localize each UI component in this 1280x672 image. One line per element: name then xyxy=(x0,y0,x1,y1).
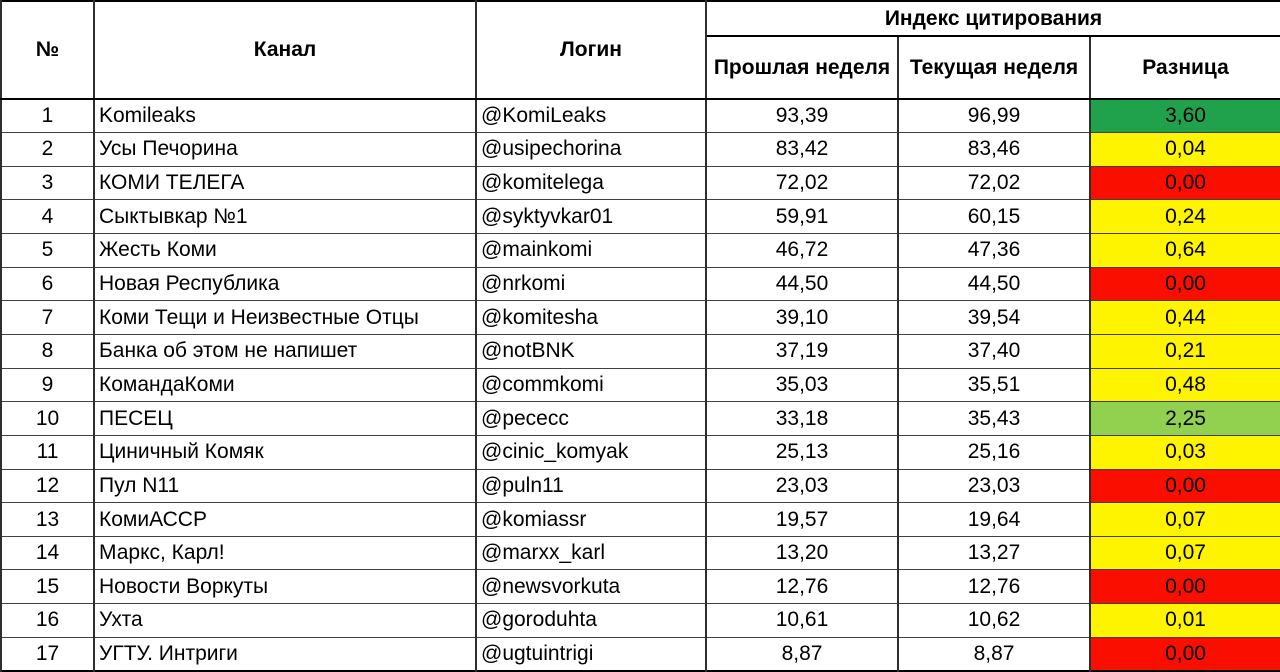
cell-channel-name: КомиАССР xyxy=(94,503,476,537)
cell-rank: 8 xyxy=(1,334,94,368)
cell-login: @syktyvkar01 xyxy=(476,200,706,234)
cell-prev-week: 19,57 xyxy=(706,503,898,537)
cell-curr-week: 35,51 xyxy=(898,368,1090,402)
table-body xyxy=(1,99,1280,671)
col-header-curr-week: Текущая неделя xyxy=(898,36,1090,99)
cell-channel-name: Пул N11 xyxy=(94,469,476,503)
cell-curr-week: 35,43 xyxy=(898,402,1090,436)
cell-channel-name: Коми Тещи и Неизвестные Отцы xyxy=(94,301,476,335)
cell-prev-week: 46,72 xyxy=(706,234,898,268)
cell-rank: 6 xyxy=(1,267,94,301)
cell-prev-week: 12,76 xyxy=(706,570,898,604)
cell-login: @nrkomi xyxy=(476,267,706,301)
cell-curr-week: 96,99 xyxy=(898,99,1090,133)
cell-diff: 0,07 xyxy=(1090,536,1280,570)
cell-prev-week: 93,39 xyxy=(706,99,898,133)
cell-prev-week: 44,50 xyxy=(706,267,898,301)
cell-prev-week: 39,10 xyxy=(706,301,898,335)
table-row xyxy=(1,99,1280,133)
table-row xyxy=(1,435,1280,469)
cell-diff: 0,07 xyxy=(1090,503,1280,537)
cell-login: @ugtuintrigi xyxy=(476,637,706,671)
cell-diff: 0,44 xyxy=(1090,301,1280,335)
cell-curr-week: 10,62 xyxy=(898,604,1090,638)
table-header xyxy=(1,1,1280,99)
cell-channel-name: Циничный Комяк xyxy=(94,435,476,469)
cell-prev-week: 13,20 xyxy=(706,536,898,570)
cell-rank: 11 xyxy=(1,435,94,469)
cell-curr-week: 39,54 xyxy=(898,301,1090,335)
col-header-diff: Разница xyxy=(1090,36,1280,99)
cell-login: @goroduhta xyxy=(476,604,706,638)
cell-channel-name: Ухта xyxy=(94,604,476,638)
cell-rank: 14 xyxy=(1,536,94,570)
cell-channel-name: Маркс, Карл! xyxy=(94,536,476,570)
cell-channel-name: ПЕСЕЦ xyxy=(94,402,476,436)
table-row xyxy=(1,200,1280,234)
cell-diff: 0,04 xyxy=(1090,133,1280,167)
cell-curr-week: 8,87 xyxy=(898,637,1090,671)
cell-channel-name: Komileaks xyxy=(94,99,476,133)
cell-prev-week: 35,03 xyxy=(706,368,898,402)
table-row xyxy=(1,402,1280,436)
cell-diff: 0,00 xyxy=(1090,570,1280,604)
cell-rank: 1 xyxy=(1,99,94,133)
cell-channel-name: Новости Воркуты xyxy=(94,570,476,604)
cell-login: @mainkomi xyxy=(476,234,706,268)
cell-curr-week: 13,27 xyxy=(898,536,1090,570)
cell-channel-name: Жесть Коми xyxy=(94,234,476,268)
cell-login: @komitelega xyxy=(476,166,706,200)
cell-diff: 0,01 xyxy=(1090,604,1280,638)
cell-rank: 17 xyxy=(1,637,94,671)
table-row xyxy=(1,234,1280,268)
cell-curr-week: 25,16 xyxy=(898,435,1090,469)
col-group-header-citation-index: Индекс цитирования xyxy=(706,1,1280,36)
table-row xyxy=(1,368,1280,402)
cell-channel-name: КомандаКоми xyxy=(94,368,476,402)
table-row xyxy=(1,570,1280,604)
cell-rank: 7 xyxy=(1,301,94,335)
cell-diff: 2,25 xyxy=(1090,402,1280,436)
cell-login: @cinic_komyak xyxy=(476,435,706,469)
cell-channel-name: Банка об этом не напишет xyxy=(94,334,476,368)
cell-prev-week: 10,61 xyxy=(706,604,898,638)
table-row xyxy=(1,469,1280,503)
cell-login: @commkomi xyxy=(476,368,706,402)
cell-curr-week: 83,46 xyxy=(898,133,1090,167)
table-row xyxy=(1,133,1280,167)
cell-login: @komiassr xyxy=(476,503,706,537)
cell-rank: 2 xyxy=(1,133,94,167)
cell-curr-week: 47,36 xyxy=(898,234,1090,268)
cell-curr-week: 44,50 xyxy=(898,267,1090,301)
cell-channel-name: Усы Печорина xyxy=(94,133,476,167)
table-row xyxy=(1,301,1280,335)
cell-rank: 4 xyxy=(1,200,94,234)
cell-curr-week: 12,76 xyxy=(898,570,1090,604)
cell-login: @notBNK xyxy=(476,334,706,368)
cell-rank: 5 xyxy=(1,234,94,268)
cell-prev-week: 23,03 xyxy=(706,469,898,503)
cell-prev-week: 37,19 xyxy=(706,334,898,368)
cell-diff: 0,00 xyxy=(1090,166,1280,200)
cell-diff: 0,00 xyxy=(1090,267,1280,301)
cell-diff: 0,64 xyxy=(1090,234,1280,268)
table-row xyxy=(1,536,1280,570)
cell-curr-week: 19,64 xyxy=(898,503,1090,537)
cell-prev-week: 83,42 xyxy=(706,133,898,167)
cell-rank: 9 xyxy=(1,368,94,402)
cell-prev-week: 72,02 xyxy=(706,166,898,200)
table-row xyxy=(1,267,1280,301)
cell-channel-name: Новая Республика xyxy=(94,267,476,301)
cell-prev-week: 25,13 xyxy=(706,435,898,469)
cell-prev-week: 33,18 xyxy=(706,402,898,436)
cell-diff: 0,00 xyxy=(1090,637,1280,671)
cell-channel-name: Сыктывкар №1 xyxy=(94,200,476,234)
cell-prev-week: 59,91 xyxy=(706,200,898,234)
cell-prev-week: 8,87 xyxy=(706,637,898,671)
cell-login: @usipechorina xyxy=(476,133,706,167)
cell-rank: 13 xyxy=(1,503,94,537)
cell-diff: 0,03 xyxy=(1090,435,1280,469)
cell-curr-week: 23,03 xyxy=(898,469,1090,503)
cell-diff: 0,24 xyxy=(1090,200,1280,234)
cell-rank: 16 xyxy=(1,604,94,638)
cell-login: @pececc xyxy=(476,402,706,436)
table-row xyxy=(1,604,1280,638)
cell-curr-week: 37,40 xyxy=(898,334,1090,368)
cell-rank: 3 xyxy=(1,166,94,200)
cell-diff: 0,00 xyxy=(1090,469,1280,503)
col-header-channel: Канал xyxy=(94,1,476,99)
cell-rank: 10 xyxy=(1,402,94,436)
cell-login: @komitesha xyxy=(476,301,706,335)
cell-channel-name: УГТУ. Интриги xyxy=(94,637,476,671)
cell-login: @newsvorkuta xyxy=(476,570,706,604)
table-row xyxy=(1,334,1280,368)
table-row xyxy=(1,166,1280,200)
cell-login: @KomiLeaks xyxy=(476,99,706,133)
table-row xyxy=(1,637,1280,671)
cell-diff: 0,21 xyxy=(1090,334,1280,368)
cell-login: @marxx_karl xyxy=(476,536,706,570)
cell-curr-week: 72,02 xyxy=(898,166,1090,200)
cell-diff: 3,60 xyxy=(1090,99,1280,133)
cell-login: @puln11 xyxy=(476,469,706,503)
cell-rank: 12 xyxy=(1,469,94,503)
cell-diff: 0,48 xyxy=(1090,368,1280,402)
col-header-prev-week: Прошлая неделя xyxy=(706,36,898,99)
col-header-login: Логин xyxy=(476,1,706,99)
table-row xyxy=(1,503,1280,537)
col-header-num: № xyxy=(1,1,94,99)
cell-channel-name: КОМИ ТЕЛЕГА xyxy=(94,166,476,200)
cell-rank: 15 xyxy=(1,570,94,604)
cell-curr-week: 60,15 xyxy=(898,200,1090,234)
